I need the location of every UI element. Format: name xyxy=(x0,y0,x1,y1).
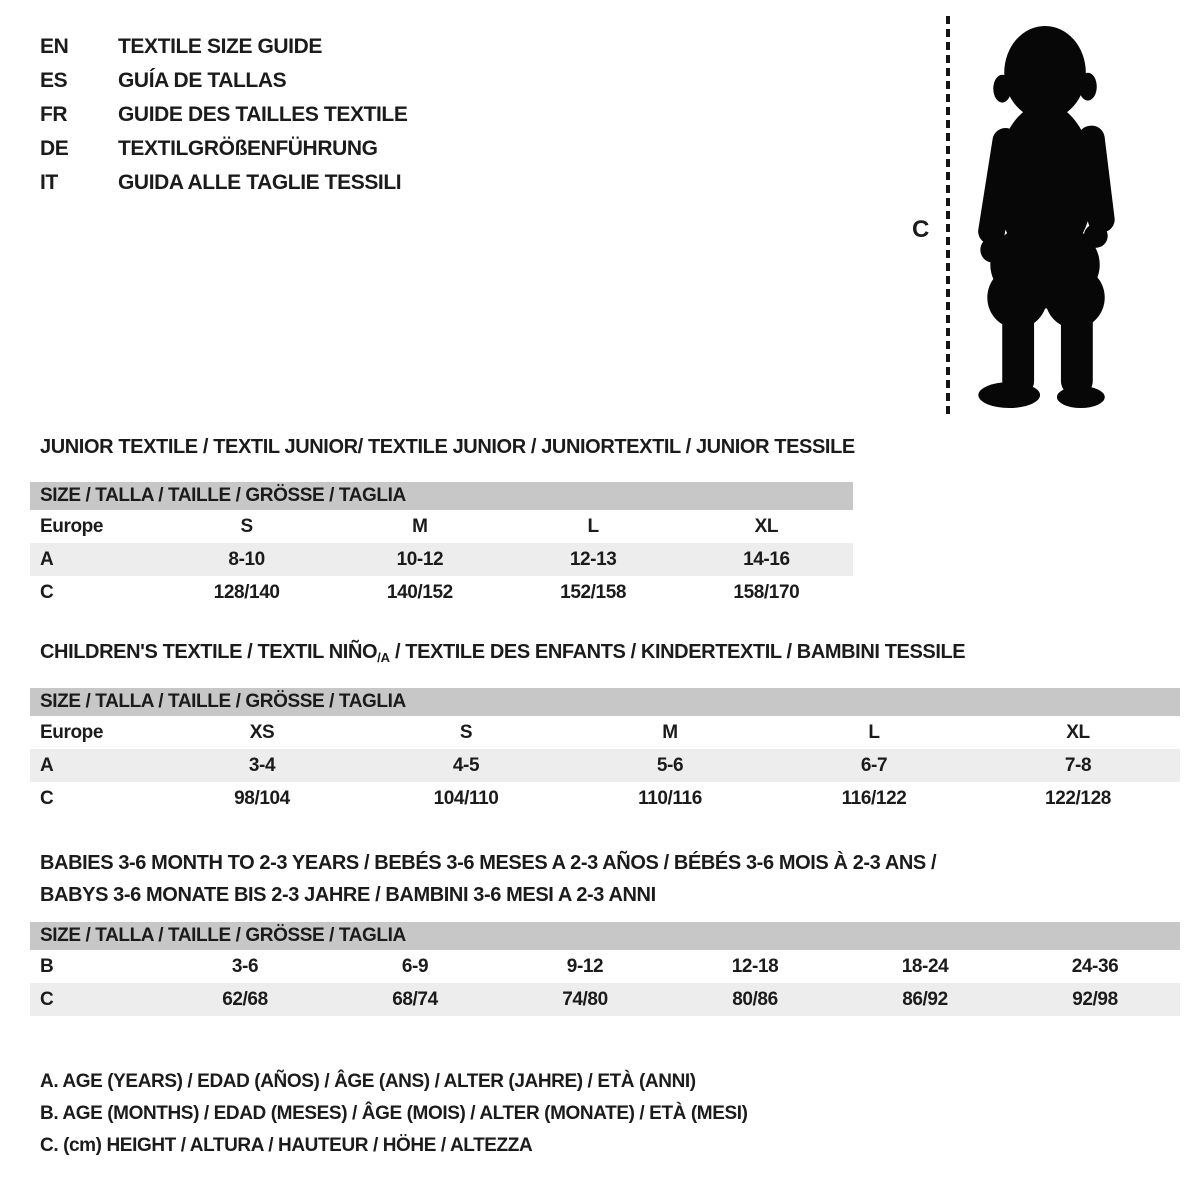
babies-row-height xyxy=(30,983,1180,1016)
cell: 80/86 xyxy=(732,988,778,1010)
cell: 12-13 xyxy=(569,548,617,570)
cell: 6-9 xyxy=(401,955,429,977)
row-label: C xyxy=(40,787,54,809)
size-col: S xyxy=(240,515,253,537)
cell: 5-6 xyxy=(656,754,684,776)
junior-section-heading: JUNIOR TEXTILE / TEXTIL JUNIOR/ TEXTILE JUNIOR / JUNIORTEXTIL / JUNIOR TESSILE xyxy=(40,436,855,458)
cell: 152/158 xyxy=(560,581,627,603)
children-row-height xyxy=(30,782,1180,815)
size-col: L xyxy=(868,721,880,743)
size-col: XL xyxy=(754,515,779,537)
lang-row-it xyxy=(40,166,407,200)
cell: 6-7 xyxy=(860,754,888,776)
height-measure-label: C xyxy=(912,216,929,243)
babies-size-bar-label: SIZE / TALLA / TAILLE / GRÖSSE / TAGLIA xyxy=(40,925,406,946)
junior-size-bar-label: SIZE / TALLA / TAILLE / GRÖSSE / TAGLIA xyxy=(40,485,406,506)
lang-title: GUIDE DES TAILLES TEXTILE xyxy=(118,103,408,126)
lang-row-es xyxy=(40,64,407,98)
cell: 4-5 xyxy=(452,754,480,776)
babies-size-table xyxy=(30,922,1180,1016)
babies-section-heading xyxy=(40,847,936,911)
size-col: XL xyxy=(1066,721,1090,743)
size-col: M xyxy=(412,515,428,537)
lang-code: FR xyxy=(40,103,68,126)
cell: 18-24 xyxy=(901,955,949,977)
junior-size-bar xyxy=(30,482,853,510)
junior-row-height xyxy=(30,576,853,609)
row-label: B xyxy=(40,955,54,977)
size-col: M xyxy=(662,721,678,743)
cell: 110/116 xyxy=(638,787,702,809)
cell: 104/110 xyxy=(433,787,499,809)
lang-code: ES xyxy=(40,69,68,92)
cell: 122/128 xyxy=(1045,787,1111,809)
baby-silhouette-icon xyxy=(965,16,1135,414)
cell: 9-12 xyxy=(566,955,604,977)
lang-code: EN xyxy=(40,35,69,58)
measurement-legend xyxy=(40,1066,748,1162)
cell: 68/74 xyxy=(392,988,438,1010)
lang-title: GUIDA ALLE TAGLIE TESSILI xyxy=(118,171,402,194)
babies-row-months xyxy=(30,950,1180,983)
lang-title: GUÍA DE TALLAS xyxy=(118,69,287,92)
cell: 10-12 xyxy=(396,548,444,570)
height-measure-dashed-line xyxy=(946,16,950,416)
cell: 74/80 xyxy=(562,988,608,1010)
babies-heading-line1: BABIES 3-6 MONTH TO 2-3 YEARS / BEBÉS 3-6 MESES A 2-3 AÑOS / BÉBÉS 3-6 MOIS À 2-3 ANS / xyxy=(40,852,937,874)
lang-title: TEXTILGRÖßENFÜHRUNG xyxy=(118,137,378,160)
babies-heading-line2: BABYS 3-6 MONATE BIS 2-3 JAHRE / BAMBINI 3-6 MESI A 2-3 ANNI xyxy=(40,884,656,906)
cell: 14-16 xyxy=(743,548,790,570)
cell: 158/170 xyxy=(733,581,800,603)
cell: 12-18 xyxy=(731,955,779,977)
lang-row-fr xyxy=(40,98,407,132)
row-label: A xyxy=(40,754,54,776)
cell: 3-4 xyxy=(248,754,276,776)
cell: 140/152 xyxy=(386,581,453,603)
junior-columns-row xyxy=(30,510,853,543)
cell: 116/122 xyxy=(841,787,907,809)
row-label: A xyxy=(40,548,54,570)
cell: 98/104 xyxy=(234,787,290,809)
junior-size-table xyxy=(30,482,853,609)
legend-line-b: B. AGE (MONTHS) / EDAD (MESES) / ÂGE (MOIS) / ALTER (MONATE) / ETÀ (MESI) xyxy=(40,1103,748,1124)
children-size-table xyxy=(30,688,1180,815)
row-label: C xyxy=(40,581,54,603)
children-heading-prefix: CHILDREN'S TEXTILE / TEXTIL NIÑO xyxy=(40,641,378,663)
cell: 3-6 xyxy=(231,955,259,977)
children-row-age xyxy=(30,749,1180,782)
children-section-heading xyxy=(40,641,965,665)
size-col: XS xyxy=(249,721,275,743)
junior-row-age xyxy=(30,543,853,576)
children-size-bar-label: SIZE / TALLA / TAILLE / GRÖSSE / TAGLIA xyxy=(40,691,406,712)
children-columns-row xyxy=(30,716,1180,749)
cell: 8-10 xyxy=(228,548,265,570)
lang-code: DE xyxy=(40,137,69,160)
cell: 62/68 xyxy=(222,988,268,1010)
size-col: S xyxy=(459,721,473,743)
cell: 7-8 xyxy=(1064,754,1092,776)
lang-title: TEXTILE SIZE GUIDE xyxy=(118,35,322,58)
cell: 86/92 xyxy=(902,988,948,1010)
lang-row-de xyxy=(40,132,407,166)
row-label: C xyxy=(40,988,54,1010)
legend-line-a: A. AGE (YEARS) / EDAD (AÑOS) / ÂGE (ANS) / ALTER (JAHRE) / ETÀ (ANNI) xyxy=(40,1071,696,1092)
legend-line-c: C. (cm) HEIGHT / ALTURA / HAUTEUR / HÖHE / ALTEZZA xyxy=(40,1135,533,1156)
children-heading-suffix: / TEXTILE DES ENFANTS / KINDERTEXTIL / BAMBINI TESSILE xyxy=(389,641,966,663)
cell: 92/98 xyxy=(1072,988,1118,1010)
children-heading-sub: /A xyxy=(377,650,390,665)
babies-size-bar xyxy=(30,922,1180,950)
children-size-bar xyxy=(30,688,1180,716)
size-col: L xyxy=(587,515,599,537)
cell: 128/140 xyxy=(213,581,280,603)
region-label: Europe xyxy=(40,721,104,743)
lang-code: IT xyxy=(40,171,58,194)
lang-row-en xyxy=(40,30,407,64)
language-title-list xyxy=(40,30,407,200)
cell: 24-36 xyxy=(1071,955,1119,977)
region-label: Europe xyxy=(40,515,104,537)
